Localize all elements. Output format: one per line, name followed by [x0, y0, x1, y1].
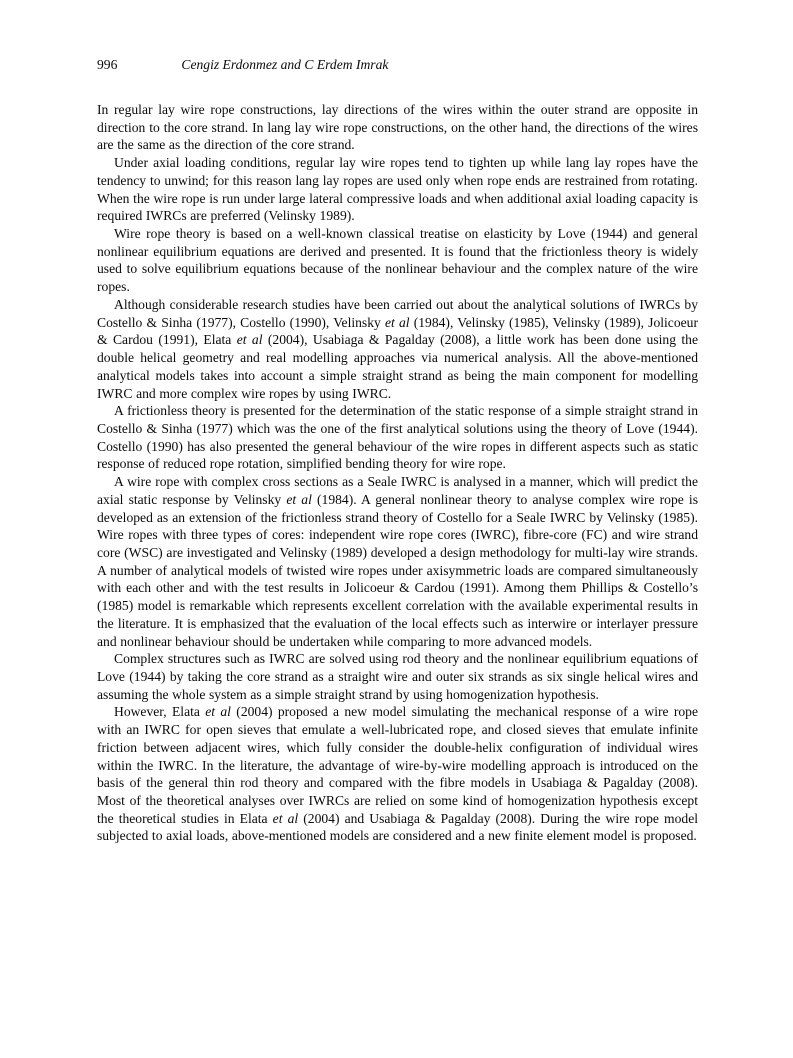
- paragraph: A wire rope with complex cross sections as a Seale IWRC is analysed in a manner, which will predict the axial static response by Velinsky et al (1984). A general nonlinear theory to analyse complex wire rope is developed as an extension of the frictionless strand theory of Costello for a Seale IWRC by Velinsky (1985). Wire ropes with three types of cores: independent wire rope cores (IWRC), fibre-core (FC) and wire strand core (WSC) are investigated and Velinsky (1989) developed a design methodology for multi-lay wire strands. A number of analytical models of twisted wire ropes under axisymmetric loads are compared simultaneously with each other and with the test results in Jolicoeur & Cardou (1991). Among them Phillips & Costello’s (1985) model is remarkable which represents excellent correlation with the available experimental results in the literature. It is emphasized that the evaluation of the local effects such as interwire or interlayer pressure and nonlinear behaviour should be undertaken while comparing to more advanced models.: [97, 474, 698, 649]
- paragraph: However, Elata et al (2004) proposed a new model simulating the mechanical response of a wire rope with an IWRC for open sieves that emulate a well-lubricated rope, and closed sieves that emulate infinite friction between adjacent wires, which fully consider the double-helix configuration of individual wires within the IWRC. In the literature, the advantage of wire-by-wire modelling approach is introduced on the basis of the general thin rod theory and compared with the fibre models in Usabiaga & Pagalday (2008). Most of the theoretical analyses over IWRCs are relied on some kind of homogenization hypothesis except the theoretical studies in Elata et al (2004) and Usabiaga & Pagalday (2008). During the wire rope model subjected to axial loads, above-mentioned models are considered and a new finite element model is proposed.: [97, 704, 699, 844]
- article-body: [97, 101, 698, 845]
- running-head: [97, 57, 698, 73]
- paragraph: Under axial loading conditions, regular lay wire ropes tend to tighten up while lang lay ropes have the tendency to unwind; for this reason lang lay ropes are used only when rope ends are restrained from rotating. When the wire rope is run under large lateral compressive loads and when additional axial loading capacity is required IWRCs are preferred (Velinsky 1989).: [97, 155, 698, 224]
- paragraph: In regular lay wire rope constructions, lay directions of the wires within the outer strand are opposite in direction to the core strand. In lang lay wire rope constructions, on the other hand, the directions of the wires are the same as the direction of the core strand.: [97, 102, 698, 153]
- page-number: 996: [97, 57, 118, 72]
- text-column: [97, 57, 698, 845]
- paragraph: Although considerable research studies have been carried out about the analytical solutions of IWRCs by Costello & Sinha (1977), Costello (1990), Velinsky et al (1984), Velinsky (1985), Velinsky (1989), Jolicoeur & Cardou (1991), Elata et al (2004), Usabiaga & Pagalday (2008), a little work has been done using the double helical geometry and real modelling approaches via numerical analysis. All the above-mentioned analytical models takes into account a simple straight strand as being the main component for modelling IWRC and more complex wire ropes by using IWRC.: [97, 296, 698, 401]
- paragraph: A frictionless theory is presented for the determination of the static response of a simple straight strand in Costello & Sinha (1977) which was the one of the first analytical solutions using the theory of Love (1944). Costello (1990) has also presented the general behaviour of the wire ropes in different aspects such as static response of reduced rope rotation, simplified bending theory for wire rope.: [97, 403, 698, 472]
- paragraph: Wire rope theory is based on a well-known classical treatise on elasticity by Love (1944) and general nonlinear equilibrium equations are derived and presented. It is found that the frictionless theory is widely used to solve equilibrium equations because of the nonlinear behaviour and the complex nature of the wire ropes.: [97, 226, 698, 295]
- paragraph: Complex structures such as IWRC are solved using rod theory and the nonlinear equilibrium equations of Love (1944) by taking the core strand as a straight wire and outer six strands as six single helical wires and assuming the whole system as a simple straight strand by using homogenization hypothesis.: [97, 651, 698, 702]
- running-head-authors: Cengiz Erdonmez and C Erdem Imrak: [181, 57, 389, 72]
